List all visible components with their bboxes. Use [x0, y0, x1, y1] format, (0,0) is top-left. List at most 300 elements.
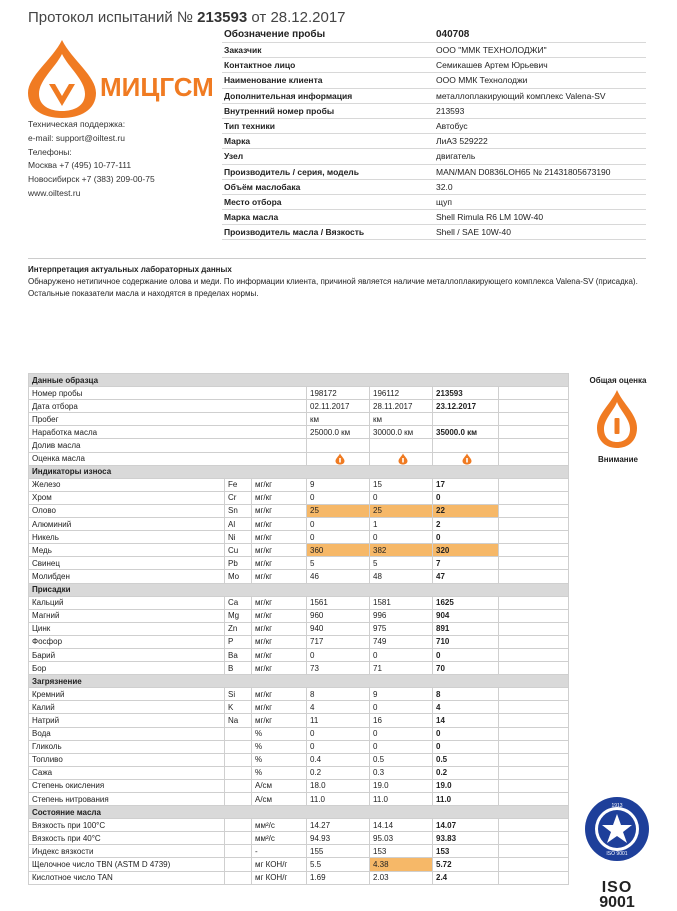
sample-value: 02.11.2017 — [307, 400, 370, 413]
parameter-symbol — [225, 753, 252, 766]
spacer-cell — [499, 635, 569, 648]
info-value: ЛиАЗ 529222 — [434, 134, 646, 149]
result-value: 153 — [370, 845, 433, 858]
parameter-symbol: Pb — [225, 557, 252, 570]
parameter-name: Молибден — [29, 570, 225, 583]
oil-drop-warning-icon — [461, 453, 473, 465]
info-label: Дополнительная информация — [222, 88, 434, 103]
sample-info-table — [222, 27, 646, 240]
result-row — [29, 504, 569, 517]
result-value: 7 — [433, 557, 499, 570]
info-value: двигатель — [434, 149, 646, 164]
info-label: Производитель / серия, модель — [222, 164, 434, 179]
spacer-cell — [499, 518, 569, 531]
iso-badge — [594, 880, 640, 910]
result-value: 717 — [307, 635, 370, 648]
support-phones-label: Телефоны: — [28, 146, 72, 157]
result-value: 4 — [307, 701, 370, 714]
section-title: Данные образца — [29, 374, 569, 387]
result-row — [29, 478, 569, 491]
info-label: Контактное лицо — [222, 58, 434, 73]
sample-value — [433, 439, 499, 452]
result-value: 4.38 — [370, 858, 433, 871]
protocol-title-prefix: Протокол испытаний № — [28, 9, 193, 26]
sample-value: 30000.0 км — [370, 426, 433, 439]
info-label: Место отбора — [222, 194, 434, 209]
spacer-cell — [499, 648, 569, 661]
parameter-name: Калий — [29, 701, 225, 714]
result-value: 710 — [433, 635, 499, 648]
parameter-unit: мг КОН/г — [252, 858, 307, 871]
section-title: Присадки — [29, 583, 569, 596]
interpretation-block — [28, 258, 646, 300]
result-value: 153 — [433, 845, 499, 858]
parameter-symbol — [225, 779, 252, 792]
support-website[interactable]: www.oiltest.ru — [28, 187, 81, 198]
oil-drop-logo-icon — [22, 38, 212, 118]
info-row — [222, 103, 646, 118]
spacer-cell — [499, 832, 569, 845]
info-label: Марка масла — [222, 210, 434, 225]
result-value: 0 — [307, 518, 370, 531]
parameter-name: Натрий — [29, 714, 225, 727]
spacer-cell — [499, 570, 569, 583]
result-value: 360 — [307, 544, 370, 557]
result-value: 940 — [307, 622, 370, 635]
parameter-name: Гликоль — [29, 740, 225, 753]
result-row — [29, 753, 569, 766]
result-value: 15 — [370, 478, 433, 491]
result-value: 25 — [307, 504, 370, 517]
result-value: 0 — [370, 740, 433, 753]
seal-text: ISO 9001 — [606, 851, 628, 857]
parameter-symbol: Ca — [225, 596, 252, 609]
sample-row — [29, 413, 569, 426]
parameter-unit: мм²/с — [252, 819, 307, 832]
result-value: 95.03 — [370, 832, 433, 845]
result-value: 0 — [370, 727, 433, 740]
result-value: 17 — [433, 478, 499, 491]
info-value: металлоплакирующий комплекс Valena-SV — [434, 88, 646, 103]
spacer-cell — [499, 544, 569, 557]
parameter-unit: % — [252, 740, 307, 753]
parameter-symbol — [225, 871, 252, 884]
info-value: MAN/MAN D0836LOH65 № 21431805673190 — [434, 164, 646, 179]
info-value: 213593 — [434, 103, 646, 118]
spacer-cell — [499, 727, 569, 740]
result-row — [29, 531, 569, 544]
parameter-symbol: Cr — [225, 491, 252, 504]
company-logo — [22, 38, 212, 118]
spacer-cell — [499, 714, 569, 727]
result-value: 0 — [307, 491, 370, 504]
spacer-cell — [499, 662, 569, 675]
result-value: 5 — [370, 557, 433, 570]
sample-value — [307, 452, 370, 465]
parameter-symbol: K — [225, 701, 252, 714]
result-value: 46 — [307, 570, 370, 583]
oil-drop-warning-icon — [593, 388, 641, 450]
parameter-unit: % — [252, 727, 307, 740]
info-label: Наименование клиента — [222, 73, 434, 88]
result-value: 1581 — [370, 596, 433, 609]
parameter-name: Барий — [29, 648, 225, 661]
result-row — [29, 557, 569, 570]
parameter-unit: мг/кг — [252, 622, 307, 635]
info-row — [222, 58, 646, 73]
parameter-name: Фосфор — [29, 635, 225, 648]
info-row — [222, 27, 646, 43]
result-value: 975 — [370, 622, 433, 635]
sample-value: 35000.0 км — [433, 426, 499, 439]
result-value: 0 — [307, 740, 370, 753]
result-value: 93.83 — [433, 832, 499, 845]
section-title: Состояние масла — [29, 806, 569, 819]
parameter-unit: мг/кг — [252, 701, 307, 714]
sample-row — [29, 400, 569, 413]
section-header-row — [29, 465, 569, 478]
result-value: 25 — [370, 504, 433, 517]
info-row — [222, 149, 646, 164]
sample-value — [433, 413, 499, 426]
result-row — [29, 662, 569, 675]
parameter-unit: мг/кг — [252, 662, 307, 675]
parameter-symbol: B — [225, 662, 252, 675]
parameter-symbol: Ba — [225, 648, 252, 661]
spacer-cell — [499, 766, 569, 779]
logo-text: МИЦГСМ — [100, 72, 212, 102]
parameter-unit: мг/кг — [252, 504, 307, 517]
result-value: 4 — [433, 701, 499, 714]
sample-value — [433, 452, 499, 465]
info-value: ООО ММК Технолоджи — [434, 73, 646, 88]
info-value: 32.0 — [434, 179, 646, 194]
result-value: 14.27 — [307, 819, 370, 832]
parameter-name: Индекс вязкости — [29, 845, 225, 858]
certification-seal-icon — [583, 795, 651, 863]
result-value: 2 — [433, 518, 499, 531]
sample-value: 196112 — [370, 387, 433, 400]
spacer-cell — [499, 478, 569, 491]
sample-value: км — [370, 413, 433, 426]
result-value: 73 — [307, 662, 370, 675]
spacer-cell — [499, 491, 569, 504]
spacer-cell — [499, 740, 569, 753]
info-label: Узел — [222, 149, 434, 164]
seal-year: 1913 — [611, 803, 623, 809]
iso-number: 9001 — [599, 894, 635, 911]
result-row — [29, 858, 569, 871]
result-value: 0.5 — [433, 753, 499, 766]
parameter-symbol: Si — [225, 688, 252, 701]
result-value: 11 — [307, 714, 370, 727]
spacer-cell — [499, 557, 569, 570]
parameter-name: Степень окисления — [29, 779, 225, 792]
parameter-symbol: Cu — [225, 544, 252, 557]
result-value: 94.93 — [307, 832, 370, 845]
section-header-row — [29, 583, 569, 596]
result-value: 0 — [307, 531, 370, 544]
result-value: 0 — [307, 648, 370, 661]
sample-value: км — [307, 413, 370, 426]
info-value: 040708 — [434, 27, 646, 43]
result-value: 996 — [370, 609, 433, 622]
result-row — [29, 635, 569, 648]
result-value: 155 — [307, 845, 370, 858]
parameter-name: Кальций — [29, 596, 225, 609]
result-value: 8 — [433, 688, 499, 701]
info-row — [222, 194, 646, 209]
info-label: Марка — [222, 134, 434, 149]
parameter-symbol: Zn — [225, 622, 252, 635]
info-label: Объём маслобака — [222, 179, 434, 194]
sample-row — [29, 426, 569, 439]
parameter-unit: мг/кг — [252, 714, 307, 727]
result-row — [29, 832, 569, 845]
parameter-name: Кремний — [29, 688, 225, 701]
results-table — [28, 373, 569, 885]
parameter-unit: мг/кг — [252, 531, 307, 544]
section-title: Загрязнение — [29, 675, 569, 688]
spacer-cell — [499, 413, 569, 426]
parameter-symbol: Mo — [225, 570, 252, 583]
parameter-name: Бор — [29, 662, 225, 675]
result-value: 11.0 — [307, 793, 370, 806]
parameter-name: Медь — [29, 544, 225, 557]
result-value: 0.3 — [370, 766, 433, 779]
sample-row — [29, 452, 569, 465]
result-value: 5 — [307, 557, 370, 570]
result-row — [29, 793, 569, 806]
result-row — [29, 714, 569, 727]
result-value: 0 — [433, 740, 499, 753]
parameter-unit: мг/кг — [252, 596, 307, 609]
parameter-unit: мг/кг — [252, 557, 307, 570]
parameter-name: Кислотное число TAN — [29, 871, 225, 884]
info-value: щуп — [434, 194, 646, 209]
parameter-name: Магний — [29, 609, 225, 622]
section-header-row — [29, 806, 569, 819]
spacer-cell — [499, 845, 569, 858]
result-value: 0.2 — [433, 766, 499, 779]
protocol-title — [28, 9, 346, 26]
sample-label: Долив масла — [29, 439, 307, 452]
sample-value — [307, 439, 370, 452]
parameter-name: Вязкость при 40°С — [29, 832, 225, 845]
spacer-cell — [499, 753, 569, 766]
spacer-cell — [499, 779, 569, 792]
result-value: 5.5 — [307, 858, 370, 871]
parameter-name: Вязкость при 100°С — [29, 819, 225, 832]
parameter-symbol: Ni — [225, 531, 252, 544]
parameter-symbol — [225, 740, 252, 753]
result-value: 19.0 — [370, 779, 433, 792]
result-row — [29, 648, 569, 661]
info-row — [222, 179, 646, 194]
parameter-symbol — [225, 858, 252, 871]
spacer-cell — [499, 504, 569, 517]
result-value: 2.4 — [433, 871, 499, 884]
sample-value: 25000.0 км — [307, 426, 370, 439]
parameter-unit: А/см — [252, 793, 307, 806]
sample-label: Пробег — [29, 413, 307, 426]
result-row — [29, 727, 569, 740]
protocol-date: от 28.12.2017 — [251, 9, 346, 26]
spacer-cell — [499, 701, 569, 714]
spacer-cell — [499, 858, 569, 871]
sample-value: 23.12.2017 — [433, 400, 499, 413]
info-value: Shell / SAE 10W-40 — [434, 225, 646, 240]
oil-drop-warning-icon — [334, 453, 346, 465]
result-row — [29, 819, 569, 832]
sample-value: 213593 — [433, 387, 499, 400]
interpretation-text: Обнаружено нетипичное содержание олова и меди. По информации клиента, причиной является наличие металлоплакирующего комплекса Valena-SV (присадка). Остальные показатели масла и находятся в пределах нормы. — [28, 277, 638, 298]
result-value: 891 — [433, 622, 499, 635]
parameter-unit: мг/кг — [252, 478, 307, 491]
parameter-name: Никель — [29, 531, 225, 544]
result-value: 0 — [433, 648, 499, 661]
sample-label: Наработка масла — [29, 426, 307, 439]
section-title: Индикаторы износа — [29, 465, 569, 478]
sample-value — [370, 439, 433, 452]
spacer-cell — [499, 688, 569, 701]
result-value: 14 — [433, 714, 499, 727]
spacer-cell — [499, 609, 569, 622]
parameter-name: Вода — [29, 727, 225, 740]
result-row — [29, 609, 569, 622]
info-value: Shell Rimula R6 LM 10W-40 — [434, 210, 646, 225]
result-row — [29, 845, 569, 858]
result-value: 0 — [370, 648, 433, 661]
parameter-name: Хром — [29, 491, 225, 504]
info-label: Обозначение пробы — [222, 27, 434, 43]
parameter-unit: - — [252, 845, 307, 858]
parameter-symbol — [225, 845, 252, 858]
spacer-cell — [499, 596, 569, 609]
result-value: 18.0 — [307, 779, 370, 792]
result-row — [29, 871, 569, 884]
section-header-row — [29, 374, 569, 387]
result-value: 0 — [433, 727, 499, 740]
interpretation-title: Интерпретация актуальных лабораторных данных — [28, 265, 232, 274]
result-value: 0 — [307, 727, 370, 740]
spacer-cell — [499, 622, 569, 635]
result-value: 11.0 — [433, 793, 499, 806]
parameter-name: Сажа — [29, 766, 225, 779]
parameter-unit: мг КОН/г — [252, 871, 307, 884]
info-label: Производитель масла / Вязкость — [222, 225, 434, 240]
spacer-cell — [499, 400, 569, 413]
parameter-unit: мг/кг — [252, 609, 307, 622]
support-phone-moscow: Москва +7 (495) 10-77-111 — [28, 160, 132, 171]
spacer-cell — [499, 452, 569, 465]
result-row — [29, 779, 569, 792]
support-email[interactable]: e-mail: support@oiltest.ru — [28, 132, 125, 143]
iso-text: ISO — [601, 879, 633, 896]
sample-value — [370, 452, 433, 465]
sample-label: Дата отбора — [29, 400, 307, 413]
result-value: 14.14 — [370, 819, 433, 832]
result-row — [29, 544, 569, 557]
result-row — [29, 766, 569, 779]
info-row — [222, 134, 646, 149]
info-value: Семикашев Артем Юрьевич — [434, 58, 646, 73]
result-value: 8 — [307, 688, 370, 701]
result-value: 5.72 — [433, 858, 499, 871]
result-value: 1.69 — [307, 871, 370, 884]
info-label: Внутренний номер пробы — [222, 103, 434, 118]
result-value: 0 — [370, 701, 433, 714]
parameter-unit: мг/кг — [252, 570, 307, 583]
result-row — [29, 570, 569, 583]
info-row — [222, 118, 646, 133]
result-value: 904 — [433, 609, 499, 622]
parameter-symbol — [225, 766, 252, 779]
info-row — [222, 164, 646, 179]
result-value: 960 — [307, 609, 370, 622]
info-value: Автобус — [434, 118, 646, 133]
spacer-cell — [499, 793, 569, 806]
result-value: 1 — [370, 518, 433, 531]
result-value: 0 — [370, 531, 433, 544]
spacer-cell — [499, 819, 569, 832]
parameter-name: Цинк — [29, 622, 225, 635]
result-row — [29, 701, 569, 714]
parameter-symbol: Fe — [225, 478, 252, 491]
parameter-symbol — [225, 727, 252, 740]
parameter-unit: мг/кг — [252, 491, 307, 504]
info-row — [222, 225, 646, 240]
parameter-name: Щелочное число TBN (ASTM D 4739) — [29, 858, 225, 871]
protocol-number: 213593 — [197, 9, 248, 26]
parameter-name: Олово — [29, 504, 225, 517]
result-value: 320 — [433, 544, 499, 557]
support-phone-novosibirsk: Новосибирск +7 (383) 209-00-75 — [28, 174, 155, 185]
parameter-symbol: Na — [225, 714, 252, 727]
result-value: 9 — [307, 478, 370, 491]
sample-label: Оценка масла — [29, 452, 307, 465]
result-value: 47 — [433, 570, 499, 583]
parameter-symbol — [225, 832, 252, 845]
result-row — [29, 740, 569, 753]
section-header-row — [29, 675, 569, 688]
overall-status: Внимание — [598, 455, 638, 464]
parameter-symbol: Al — [225, 518, 252, 531]
result-value: 0 — [433, 491, 499, 504]
result-value: 19.0 — [433, 779, 499, 792]
sample-row — [29, 387, 569, 400]
spacer-cell — [499, 439, 569, 452]
parameter-symbol — [225, 819, 252, 832]
result-row — [29, 622, 569, 635]
parameter-name: Железо — [29, 478, 225, 491]
parameter-unit: мг/кг — [252, 635, 307, 648]
support-title: Техническая поддержка: — [28, 119, 126, 129]
spacer-cell — [499, 531, 569, 544]
result-value: 0.5 — [370, 753, 433, 766]
info-row — [222, 88, 646, 103]
parameter-unit: мг/кг — [252, 544, 307, 557]
result-row — [29, 596, 569, 609]
spacer-cell — [499, 426, 569, 439]
result-value: 2.03 — [370, 871, 433, 884]
result-value: 0.4 — [307, 753, 370, 766]
support-block — [28, 118, 155, 201]
parameter-unit: мг/кг — [252, 518, 307, 531]
sample-value: 28.11.2017 — [370, 400, 433, 413]
result-row — [29, 688, 569, 701]
result-value: 16 — [370, 714, 433, 727]
